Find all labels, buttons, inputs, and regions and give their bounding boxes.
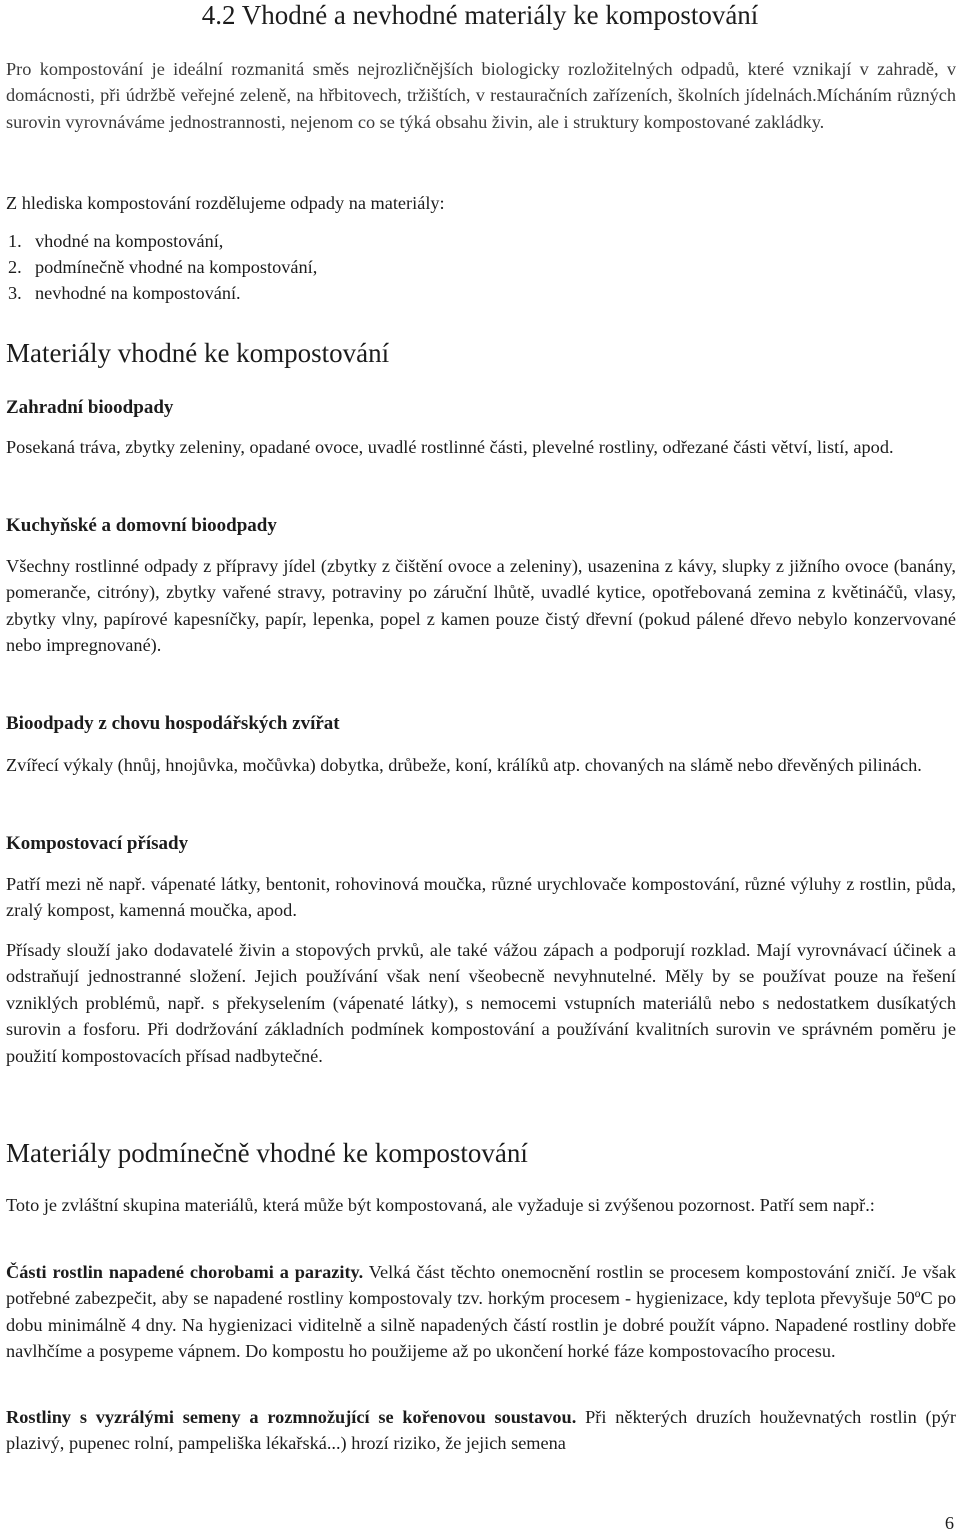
heading-composting-additives: Kompostovací přísady bbox=[6, 833, 189, 854]
intro-paragraph: Pro kompostování je ideální rozmanitá směs nejrozličnějších biologicky rozložitelných odpadů, které vznikají v zahradě, v domácnosti, při údržbě veřejné zeleně, na hřbitovech, tržištích, v restauračních zařízeních, školních jídelnách.Mícháním různých surovin vyrovnáváme jednostrannosti, nejenom co se týká obsahu živin, ale i struktury kompostované zakládky. bbox=[6, 59, 956, 132]
diseased-plants-paragraph bbox=[6, 1259, 956, 1365]
classification-intro: Z hlediska kompostování rozdělujeme odpady na materiály: bbox=[6, 193, 445, 213]
conditional-intro: Toto je zvláštní skupina materiálů, která může být kompostovaná, ale vyžaduje si zvýšenou pozornost. Patří sem např.: bbox=[6, 1195, 875, 1215]
list-item: 1. vhodné na kompostování, bbox=[8, 231, 224, 251]
heading-conditional-materials: Materiály podmínečně vhodné ke kompostování bbox=[6, 1138, 528, 1168]
heading-garden-biowaste: Zahradní bioodpady bbox=[6, 397, 174, 418]
heading-animal-biowaste: Bioodpady z chovu hospodářských zvířat bbox=[6, 713, 340, 734]
kitchen-biowaste-text: Všechny rostlinné odpady z přípravy jídel (zbytky z čištění ovoce a zeleniny), usazenina z kávy, slupky z jižního ovoce (banány, pomeranče, citróny), zbytky vařené stravy, potraviny po záruční lhůtě, uvadlé kytice, opotřebovaná zemina z květináčů, vlasy, zbytky vlny, papírové kapesníčky, papír, lepenka, popel z kamen pouze čistý dřevní (pokud pálené dřevo nebylo konzervované nebo impregnované). bbox=[6, 556, 956, 656]
animal-biowaste-text: Zvířecí výkaly (hnůj, hnojůvka, močůvka) dobytka, drůbeže, koní, králíků atp. chovaných na slámě nebo dřevěných pilinách. bbox=[6, 755, 922, 775]
composting-additives-text-1: Patří mezi ně např. vápenaté látky, bentonit, rohovinová moučka, různé urychlovače kompostování, různé výluhy z rostlin, půda, zralý kompost, kamenná moučka, apod. bbox=[6, 874, 956, 921]
list-item: 3. nevhodné na kompostování. bbox=[8, 283, 241, 303]
garden-biowaste-text: Posekaná tráva, zbytky zeleniny, opadané ovoce, uvadlé rostlinné části, plevelné rostliny, odřezané části větví, listí, apod. bbox=[6, 437, 894, 457]
page-number: 6 bbox=[944, 1513, 954, 1533]
classification-list bbox=[6, 228, 317, 306]
diseased-plants-text: Velká část těchto onemocnění rostlin se procesem kompostování zničí. Je však potřebné zabezpečit, aby se napadené rostliny kompostovaly tzv. horkým procesem - hygienizace, kdy teplota převyšuje 50ºC po dobu minimálně 4 dny. Na hygienizaci viditelně a silně napadených částí rostlin je dobré použít vápno. Napadené rostliny dobře navlhčíme a posypeme vápnem. Do kompostu ho použijeme až po ukončení horké fáze kompostovacího procesu. bbox=[6, 1262, 956, 1362]
heading-kitchen-biowaste: Kuchyňské a domovní bioodpady bbox=[6, 515, 277, 536]
list-item: 2. podmínečně vhodné na kompostování, bbox=[8, 257, 318, 277]
section-title: 4.2 Vhodné a nevhodné materiály ke kompostování bbox=[201, 0, 759, 30]
seeded-plants-lead: Rostliny s vyzrálými semeny a rozmnožující se kořenovou soustavou. bbox=[6, 1407, 577, 1427]
seeded-plants-paragraph bbox=[6, 1404, 956, 1457]
seeded-plants-text: Při některých druzích houževnatých rostlin (pýr plazivý, pupenec rolní, pampeliška lékařská...) hrozí riziko, že jejich semena bbox=[6, 1407, 957, 1454]
composting-additives-text-2: Přísady slouží jako dodavatelé živin a stopových prvků, ale také vážou zápach a podporují rozklad. Mají vyrovnávací účinek a odstraňují jednostranné složení. Jejich používání však není všeobecně nevyhnutelné. Měly by se používat pouze na řešení vzniklých problémů, např. s překyselením (vápenaté látky), s nemocemi vstupních materiálů nebo s nedostatkem dusíkatých surovin a fosforu. Při dodržování základních podmínek kompostování a používání kvalitních surovin ve správném poměru je použití kompostovacích přísad nadbytečné. bbox=[6, 940, 956, 1066]
heading-suitable-materials: Materiály vhodné ke kompostování bbox=[6, 338, 390, 368]
diseased-plants-lead: Části rostlin napadené chorobami a parazity. bbox=[6, 1262, 364, 1282]
